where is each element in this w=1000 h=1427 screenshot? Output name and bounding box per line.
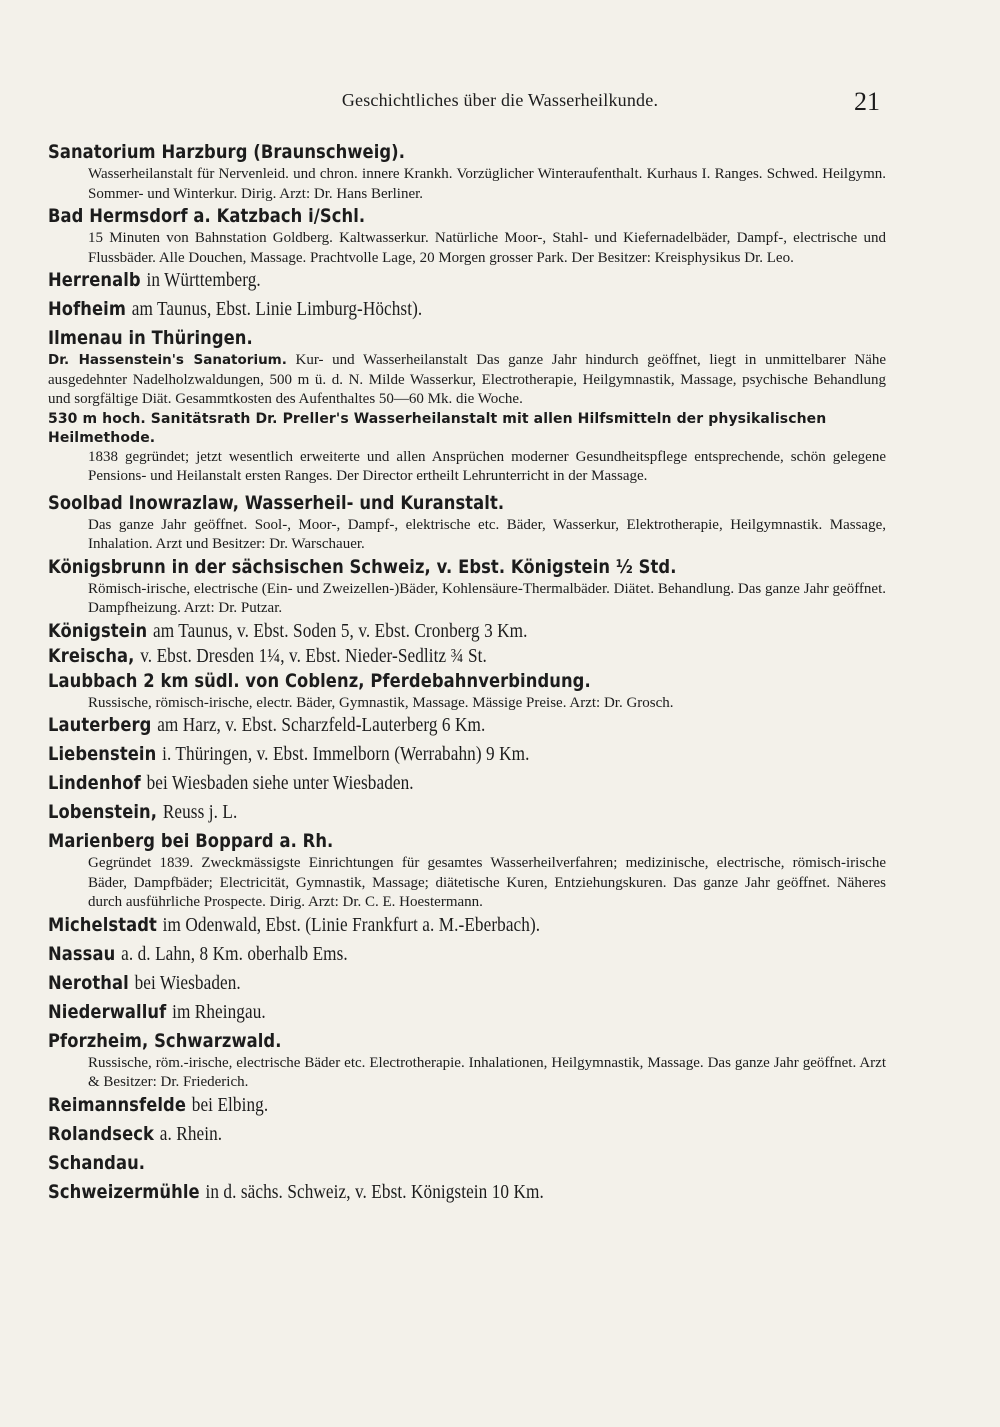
entry-heading: Bad Hermsdorf a. Katzbach i/Schl. [48,205,366,227]
entry-heading: Nerothal bei Wiesbaden. [48,971,241,994]
entry-heading: Marienberg bei Boppard a. Rh. [48,830,334,852]
entry-nerothal [48,971,886,996]
entry-koenigsbrunn [48,555,886,619]
entry-herrenalb [48,268,886,293]
entry-list [48,140,886,1205]
entry-description: Das ganze Jahr geöffnet. Sool-, Moor-, Dampf-, elektrische etc. Bäder, Wasserkur, Elektrotherapie, Heilgymnastik. Massage, Inhalation. Arzt und Besitzer: Dr. Warschauer. [88,516,886,552]
entry-heading: Reimannsfelde bei Elbing. [48,1093,269,1116]
entry-heading: Rolandseck a. Rhein. [48,1122,223,1145]
entry-heading: Lauterberg am Harz, v. Ebst. Scharzfeld-Lauterberg 6 Km. [48,714,486,736]
entry-kreischa [48,644,886,669]
entry-niederwalluf [48,1000,886,1025]
entry-lindenhof [48,771,886,796]
entry-rolandseck [48,1122,886,1147]
entry-heading: Laubbach 2 km südl. von Coblenz, Pferdebahnverbindung. [48,669,591,692]
entry-description: 15 Minuten von Bahnstation Goldberg. Kaltwasserkur. Natürliche Moor-, Stahl- und Kiefernadelbäder, Dampf-, electrische und Flussbäder. Alle Douchen, Massage. Prachtvolle Lage, 20 Morgen grosser Park. Der Besitzer: Kreisphysikus Dr. Leo. [88,230,886,266]
entry-heading: Königsbrunn in der sächsischen Schweiz, v. Ebst. Königstein ½ Std. [48,555,677,578]
entry-heading: Hofheim am Taunus, Ebst. Linie Limburg-Höchst). [48,298,423,320]
entry-lauterberg [48,713,886,738]
entry-description: Dr. Hassenstein's Sanatorium. Kur- und Wasserheilanstalt Das ganze Jahr hindurch geöffnet, liegt in unmittelbarer Nähe ausgedehnter Nadelholzwaldungen, 500 m ü. d. N. Milde Wasserkur, Electrotherapie, Heilgymnastik, Massage, psychische Behandlung und sorgfältige Diät. Gesammtkosten des Aufenthaltes 50—60 Mk. die Woche. [48,352,887,407]
entry-heading: Pforzheim, Schwarzwald. [48,1029,282,1052]
entry-marienberg [48,829,886,913]
entry-schandau [48,1151,886,1176]
entry-heading: Königstein am Taunus, v. Ebst. Soden 5, v. Ebst. Cronberg 3 Km. [48,619,528,642]
entry-hermsdorf [48,204,886,268]
entry-heading: Schweizermühle in d. sächs. Schweiz, v. Ebst. Königstein 10 Km. [48,1180,544,1203]
entry-description: Gegründet 1839. Zweckmässigste Einrichtungen für gesamtes Wasserheilverfahren; medizinische, electrische, römisch-irische Bäder, Dampfbäder; Electricität, Gymnastik, Massage; diätetische Kuren, Entziehungskuren. Das ganze Jahr geöffnet. Näheres durch ausführliche Prospecte. Dirig. Arzt: Dr. C. E. Hoestermann. [88,855,886,910]
page-header [0,87,1000,120]
entry-heading: Niederwalluf im Rheingau. [48,1000,266,1023]
entry-description: Wasserheilanstalt für Nervenleid. und chron. innere Krankh. Vorzüglicher Winteraufenthalt. Kurhaus I. Ranges. Schwed. Heilgymn. Sommer- und Winterkur. Dirig. Arzt: Dr. Hans Berliner. [88,166,886,202]
entry-heading: Liebenstein i. Thüringen, v. Ebst. Immelborn (Werrabahn) 9 Km. [48,743,530,765]
entry-liebenstein [48,742,886,767]
sanatorium-heading: 530 m hoch. Sanitätsrath Dr. Preller's Wasserheilanstalt mit allen Hilfsmitteln der physikalischen Heilmethode. [48,410,827,446]
entry-description: 1838 gegründet; jetzt wesentlich erweiterte und allen Ansprüchen moderner Gesundheitspflege entsprechende, schön gelegene Pensions- und Heilanstalt ersten Ranges. Der Director ertheilt Lehrunterricht in der Massage. [88,448,886,484]
entry-hofheim [48,297,886,322]
entry-michelstadt [48,913,886,938]
entry-heading: Michelstadt im Odenwald, Ebst. (Linie Frankfurt a. M.-Eberbach). [48,913,541,936]
entry-ilmenau [48,326,886,487]
entry-description: Russische, römisch-irische, electr. Bäder, Gymnastik, Massage. Mässige Preise. Arzt: Dr. Grosch. [88,694,674,711]
entry-lobenstein [48,800,886,825]
entry-heading: Ilmenau in Thüringen. [48,327,253,349]
entry-heading: Soolbad Inowrazlaw, Wasserheil- und Kuranstalt. [48,491,505,514]
entry-description: Römisch-irische, electrische (Ein- und Zweizellen-)Bäder, Kohlensäure-Thermalbäder. Diätet. Behandlung. Das ganze Jahr geöffnet. Dampfheizung. Arzt: Dr. Putzar. [88,580,886,616]
entry-heading: Schandau. [48,1151,146,1174]
entry-harzburg [48,140,886,204]
page-number: 21 [854,87,880,116]
entry-schweizermuehle [48,1180,886,1205]
sanatorium-name: Dr. Hassenstein's Sanatorium. [48,352,287,368]
entry-heading: Herrenalb in Württemberg. [48,269,261,291]
entry-heading: Kreischa, v. Ebst. Dresden 1¼, v. Ebst. Nieder-Sedlitz ¾ St. [48,644,487,667]
entry-laubbach [48,669,886,714]
entry-heading: Sanatorium Harzburg (Braunschweig). [48,141,406,163]
entry-description: Russische, röm.-irische, electrische Bäder etc. Electrotherapie. Inhalationen, Heilgymnastik, Massage. Das ganze Jahr geöffnet. Arzt & Besitzer: Dr. Friederich. [88,1054,886,1090]
entry-inowrazlaw [48,491,886,555]
entry-koenigstein [48,619,886,644]
running-title: Geschichtliches über die Wasserheilkunde. [341,90,659,110]
entry-pforzheim [48,1029,886,1093]
entry-nassau [48,942,886,967]
entry-reimannsfelde [48,1093,886,1118]
entry-heading: Lindenhof bei Wiesbaden siehe unter Wiesbaden. [48,772,414,794]
entry-heading: Nassau a. d. Lahn, 8 Km. oberhalb Ems. [48,942,348,965]
entry-heading: Lobenstein, Reuss j. L. [48,801,238,823]
